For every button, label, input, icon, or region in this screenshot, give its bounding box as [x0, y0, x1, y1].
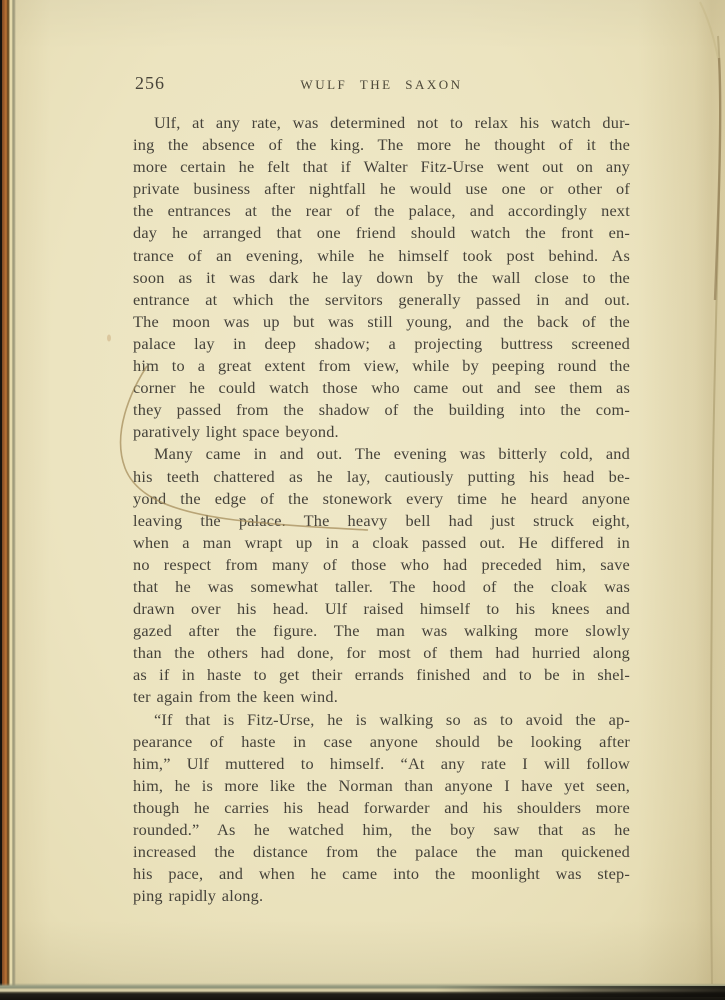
text-line: soon as it was dark he lay down by the wall close to the: [133, 267, 630, 287]
text-line: entrance at which the servitors generally passed in and out.: [133, 289, 630, 309]
text-line: “If that is Fitz-Urse, he is walking so as to avoid the ap-: [154, 709, 630, 729]
text-line: no respect from many of those who had preceded him, save: [133, 554, 630, 574]
page-stack-bottom: [0, 983, 725, 1000]
text-line: private business after nightfall he would use one or other of: [133, 179, 630, 199]
margin-speck: [107, 335, 111, 342]
text-line: him, he is more like the Norman than anyone I have yet seen,: [133, 775, 630, 795]
text-line: rounded.” As he watched him, the boy saw that as he: [133, 820, 630, 839]
text-line: drawn over his head. Ulf raised himself to his knees and: [133, 599, 630, 619]
text-line: gazed after the figure. The man was walking more slowly: [133, 621, 630, 641]
page-edge-right: [695, 0, 725, 1000]
text-line: Many came in and out. The evening was bitterly cold, and: [154, 444, 630, 464]
page-header: [133, 73, 630, 93]
text-line: leaving the palace. The heavy bell had just struck eight,: [133, 510, 630, 530]
text-line: day he arranged that one friend should watch the front en-: [133, 223, 630, 243]
text-line: yond the edge of the stonework every time he heard anyone: [133, 488, 630, 508]
text-line: pearance of haste in case anyone should be looking after: [133, 731, 630, 751]
text-line: The moon was up but was still young, and the back of the: [133, 311, 630, 331]
text-line: more certain he felt that if Walter Fitz-Urse went out on any: [133, 157, 630, 177]
text-line: Ulf, at any rate, was determined not to relax his watch dur-: [154, 113, 630, 132]
text-line: trance of an evening, while he himself took post behind. As: [133, 245, 630, 265]
text-line: his pace, and when he came into the moonlight was step-: [133, 864, 630, 884]
text-line: ing the absence of the king. The more he thought of it the: [133, 135, 630, 155]
text-line: palace lay in deep shadow; a projecting buttress screened: [133, 333, 630, 353]
text-line: ter again from the keen wind.: [133, 687, 338, 707]
page-corner-fold: [700, 2, 718, 58]
text-line: corner he could watch those who came out and see them as: [133, 378, 630, 398]
text-line: him to a great extent from view, while by peeping round the: [133, 356, 630, 376]
body-text: [133, 112, 630, 907]
page-edge-crease-dark: [715, 58, 720, 300]
book-edge-left: [0, 0, 17, 1000]
text-line: when a man wrapt up in a cloak passed out. He differed in: [133, 532, 630, 552]
text-line: his teeth chattered as he lay, cautiously putting his head be-: [133, 466, 630, 486]
text-line: than the others had done, for most of them had hurried along: [133, 643, 630, 663]
text-line: though he carries his head forwarder and his shoulders more: [133, 797, 630, 817]
text-line: paratively light space beyond.: [133, 422, 339, 442]
text-line: ping rapidly along.: [133, 886, 264, 906]
page-edge-crease: [711, 36, 720, 984]
running-title: WULF THE SAXON: [300, 77, 463, 92]
text-line: the entrances at the rear of the palace, and accordingly next: [133, 201, 630, 221]
text-line: him,” Ulf muttered to himself. “At any rate I will follow: [133, 753, 630, 773]
text-line: as if in haste to get their errands finished and to be in shel-: [133, 665, 630, 685]
page-number: 256: [135, 73, 165, 93]
text-line: they passed from the shadow of the building into the com-: [133, 400, 630, 420]
text-line: that he was somewhat taller. The hood of the cloak was: [133, 576, 630, 596]
text-line: increased the distance from the palace the man quickened: [133, 842, 630, 862]
